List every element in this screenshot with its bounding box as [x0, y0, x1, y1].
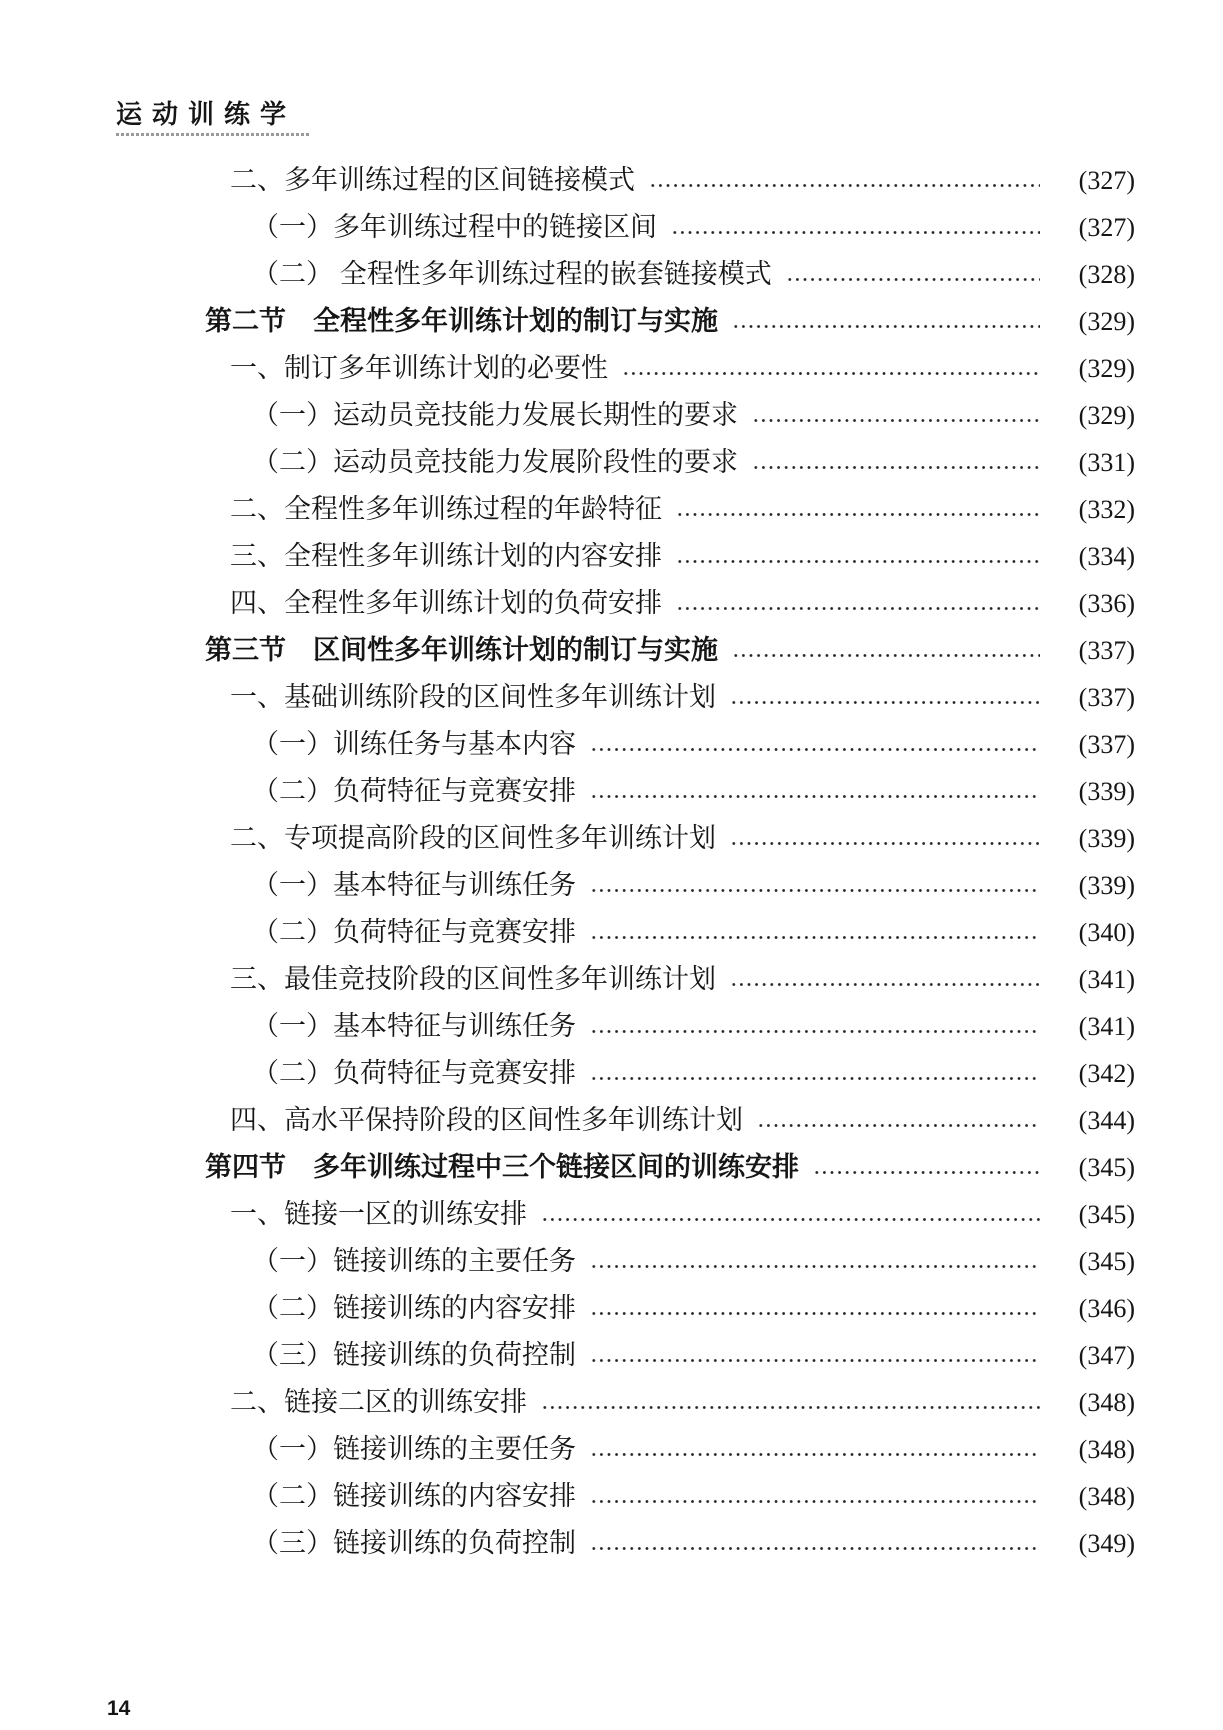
running-head-subtitle-rule	[116, 133, 310, 136]
toc-entry-title: （三）链接训练的负荷控制	[252, 1528, 576, 1558]
toc-dot-leader	[671, 204, 1040, 251]
toc-entry-title: 二、链接二区的训练安排	[230, 1387, 527, 1417]
toc-entry	[205, 1097, 1135, 1144]
toc-entry-title: 第二节 全程性多年训练计划的制订与实施	[205, 306, 718, 336]
toc-page-number: (332)	[1078, 495, 1135, 524]
toc-dot-leader	[732, 298, 1040, 345]
toc-entry-title: （一）训练任务与基本内容	[252, 729, 576, 759]
toc-subentry	[205, 768, 1135, 815]
toc-page-number: (331)	[1078, 448, 1135, 477]
toc-page-number: (329)	[1078, 354, 1135, 383]
toc-entry	[205, 157, 1135, 204]
toc-entry-title: 一、基础训练阶段的区间性多年训练计划	[230, 682, 716, 712]
toc-dot-leader	[590, 1332, 1040, 1379]
toc-subentry	[205, 1285, 1135, 1332]
toc-subentry	[205, 1332, 1135, 1379]
toc-section-heading	[205, 298, 1135, 345]
page-number: 14	[107, 1697, 131, 1720]
toc-page-number: (342)	[1078, 1059, 1135, 1088]
toc-page-number: (346)	[1078, 1294, 1135, 1323]
toc-dot-leader	[757, 1097, 1040, 1144]
toc-dot-leader	[590, 768, 1040, 815]
toc-entry	[205, 674, 1135, 721]
toc-subentry	[205, 1426, 1135, 1473]
toc-entry-title: 二、专项提高阶段的区间性多年训练计划	[230, 823, 716, 853]
toc-entry	[205, 345, 1135, 392]
toc-entry-title: （一）链接训练的主要任务	[252, 1246, 576, 1276]
toc-dot-leader	[676, 486, 1040, 533]
toc-dot-leader	[676, 580, 1040, 627]
toc-entry-title: 四、全程性多年训练计划的负荷安排	[230, 588, 662, 618]
toc-dot-leader	[622, 345, 1040, 392]
toc-entry	[205, 533, 1135, 580]
toc-entry-title: （二）链接训练的内容安排	[252, 1293, 576, 1323]
running-head-title: 运动训练学	[116, 100, 297, 129]
toc-page-number: (349)	[1078, 1529, 1135, 1558]
toc-dot-leader	[590, 909, 1040, 956]
toc-subentry	[205, 204, 1135, 251]
toc-dot-leader	[541, 1191, 1040, 1238]
toc-dot-leader	[732, 627, 1040, 674]
toc-section-heading	[205, 627, 1135, 674]
toc-page-number: (339)	[1078, 824, 1135, 853]
toc-dot-leader	[786, 251, 1040, 298]
toc-page-number: (341)	[1078, 965, 1135, 994]
toc-dot-leader	[590, 1426, 1040, 1473]
toc-subentry	[205, 1238, 1135, 1285]
toc-subentry	[205, 862, 1135, 909]
toc-entry	[205, 580, 1135, 627]
toc-entry-title: （一）基本特征与训练任务	[252, 870, 576, 900]
table-of-contents	[205, 157, 1135, 1567]
toc-entry-title: 第四节 多年训练过程中三个链接区间的训练安排	[205, 1152, 799, 1182]
toc-dot-leader	[676, 533, 1040, 580]
toc-entry-title: 三、最佳竞技阶段的区间性多年训练计划	[230, 964, 716, 994]
toc-dot-leader	[730, 956, 1040, 1003]
toc-page-number: (348)	[1078, 1435, 1135, 1464]
toc-page-number: (348)	[1078, 1482, 1135, 1511]
toc-entry-title: 三、全程性多年训练计划的内容安排	[230, 541, 662, 571]
toc-dot-leader	[730, 815, 1040, 862]
toc-entry-title: （一）多年训练过程中的链接区间	[252, 212, 657, 242]
toc-subentry	[205, 439, 1135, 486]
toc-section-heading	[205, 1144, 1135, 1191]
toc-page-number: (345)	[1078, 1247, 1135, 1276]
toc-entry	[205, 486, 1135, 533]
toc-dot-leader	[649, 157, 1040, 204]
toc-entry-title: （二）负荷特征与竞赛安排	[252, 917, 576, 947]
toc-dot-leader	[590, 1520, 1040, 1567]
toc-page-number: (347)	[1078, 1341, 1135, 1370]
toc-dot-leader	[730, 674, 1040, 721]
toc-dot-leader	[541, 1379, 1040, 1426]
toc-entry-title: （一）基本特征与训练任务	[252, 1011, 576, 1041]
toc-page-number: (327)	[1078, 213, 1135, 242]
toc-subentry	[205, 1473, 1135, 1520]
toc-page-number: (337)	[1078, 636, 1135, 665]
toc-subentry	[205, 1050, 1135, 1097]
toc-entry	[205, 1379, 1135, 1426]
toc-subentry	[205, 251, 1135, 298]
toc-dot-leader	[752, 392, 1040, 439]
toc-page-number: (339)	[1078, 871, 1135, 900]
toc-entry-title: 一、制订多年训练计划的必要性	[230, 353, 608, 383]
toc-entry-title: （二）链接训练的内容安排	[252, 1481, 576, 1511]
toc-subentry	[205, 392, 1135, 439]
toc-subentry	[205, 1520, 1135, 1567]
toc-entry-title: （三）链接训练的负荷控制	[252, 1340, 576, 1370]
toc-page-number: (329)	[1078, 307, 1135, 336]
toc-page-number: (328)	[1078, 260, 1135, 289]
toc-entry	[205, 815, 1135, 862]
toc-page-number: (344)	[1078, 1106, 1135, 1135]
toc-entry-title: 二、多年训练过程的区间链接模式	[230, 165, 635, 195]
toc-entry-title: 二、全程性多年训练过程的年龄特征	[230, 494, 662, 524]
toc-page-number: (345)	[1078, 1153, 1135, 1182]
toc-page-number: (329)	[1078, 401, 1135, 430]
toc-page-number: (341)	[1078, 1012, 1135, 1041]
toc-entry-title: 四、高水平保持阶段的区间性多年训练计划	[230, 1105, 743, 1135]
toc-entry-title: （二）负荷特征与竞赛安排	[252, 776, 576, 806]
toc-page-number: (348)	[1078, 1388, 1135, 1417]
toc-page-number: (345)	[1078, 1200, 1135, 1229]
toc-page-number: (334)	[1078, 542, 1135, 571]
toc-dot-leader	[590, 1050, 1040, 1097]
toc-page-number: (337)	[1078, 730, 1135, 759]
toc-page-number: (327)	[1078, 166, 1135, 195]
toc-entry-title: （一）运动员竞技能力发展长期性的要求	[252, 400, 738, 430]
toc-entry-title: 一、链接一区的训练安排	[230, 1199, 527, 1229]
toc-page-number: (337)	[1078, 683, 1135, 712]
toc-page-number: (340)	[1078, 918, 1135, 947]
toc-subentry	[205, 721, 1135, 768]
toc-entry-title: （二）运动员竞技能力发展阶段性的要求	[252, 447, 738, 477]
toc-entry	[205, 956, 1135, 1003]
toc-dot-leader	[813, 1144, 1040, 1191]
toc-dot-leader	[590, 1473, 1040, 1520]
toc-entry	[205, 1191, 1135, 1238]
toc-page-number: (336)	[1078, 589, 1135, 618]
toc-dot-leader	[752, 439, 1040, 486]
toc-dot-leader	[590, 1238, 1040, 1285]
toc-page-number: (339)	[1078, 777, 1135, 806]
toc-subentry	[205, 909, 1135, 956]
toc-subentry	[205, 1003, 1135, 1050]
toc-dot-leader	[590, 862, 1040, 909]
toc-entry-title: （一）链接训练的主要任务	[252, 1434, 576, 1464]
toc-entry-title: （二） 全程性多年训练过程的嵌套链接模式	[252, 259, 772, 289]
toc-dot-leader	[590, 1003, 1040, 1050]
toc-dot-leader	[590, 721, 1040, 768]
toc-dot-leader	[590, 1285, 1040, 1332]
toc-entry-title: （二）负荷特征与竞赛安排	[252, 1058, 576, 1088]
toc-entry-title: 第三节 区间性多年训练计划的制订与实施	[205, 635, 718, 665]
